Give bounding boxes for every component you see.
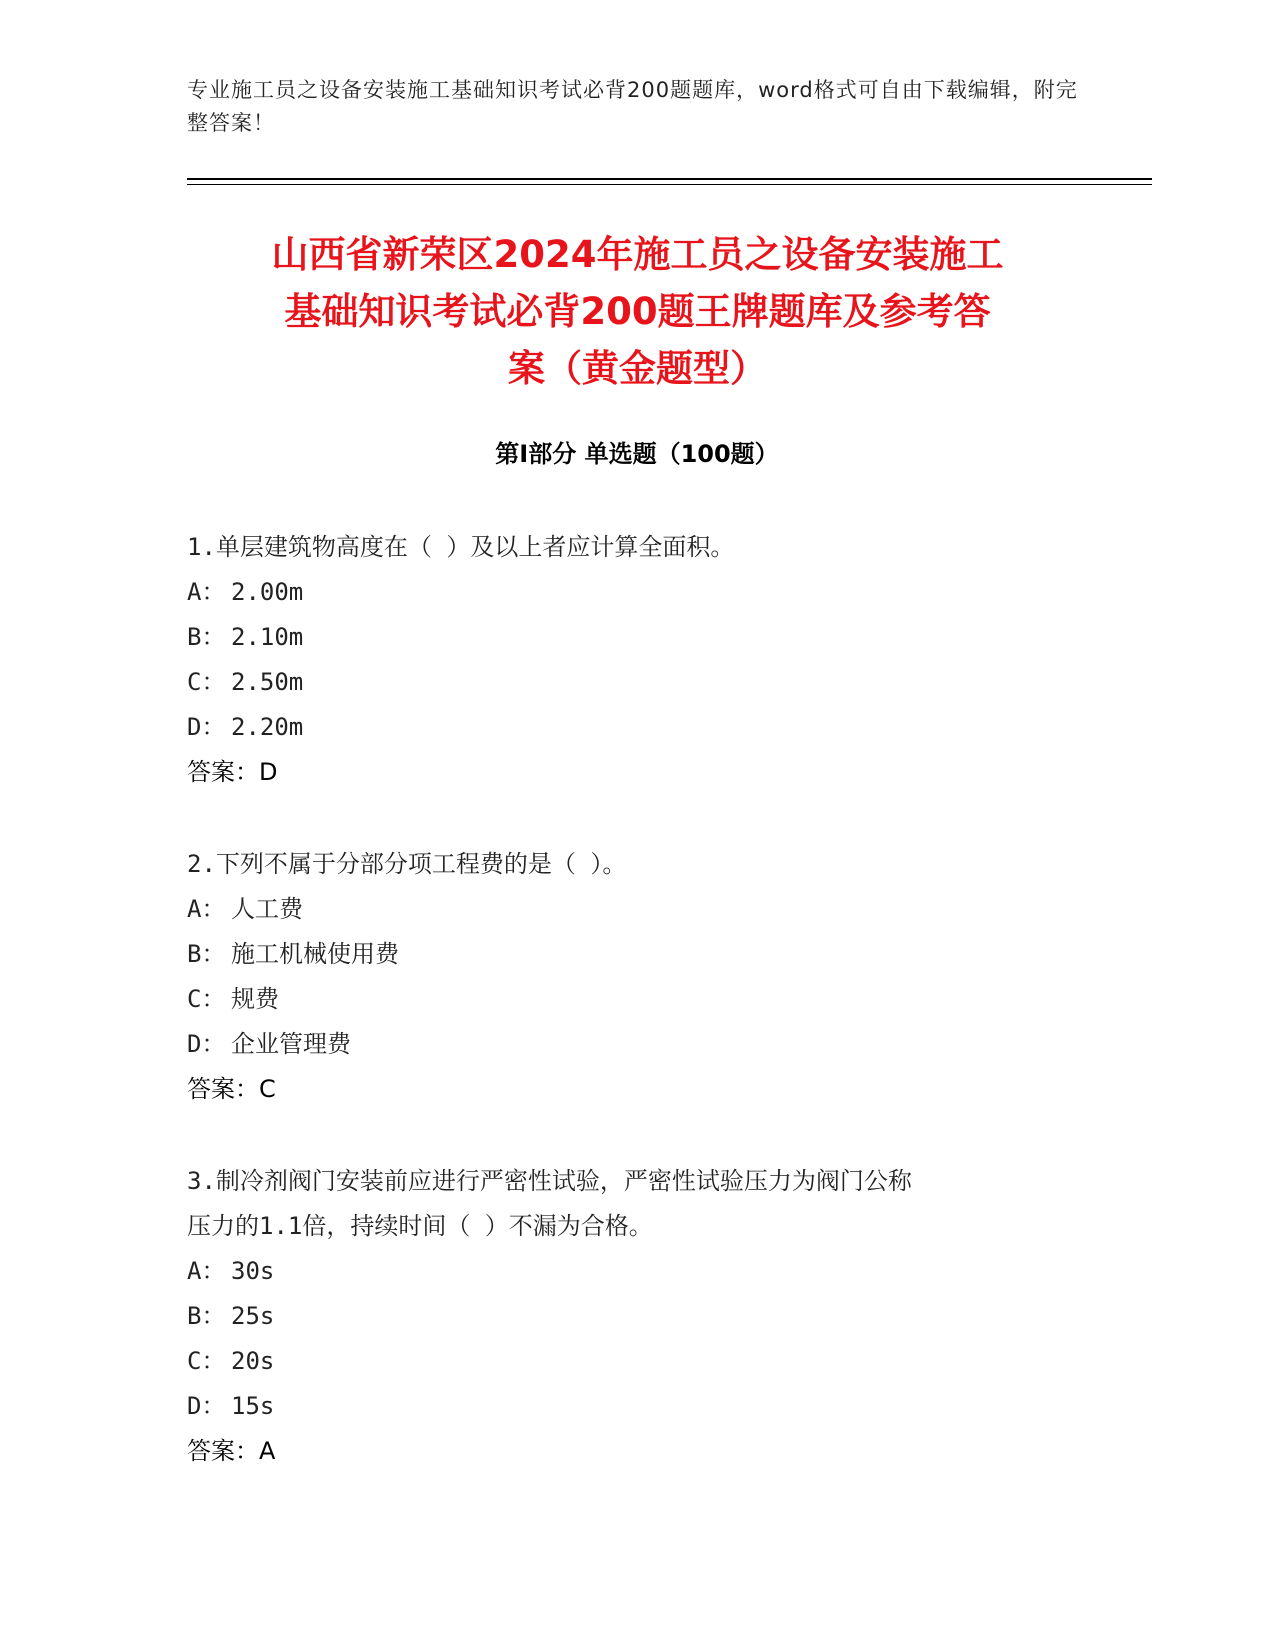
title-line-3: 案（黄金题型） xyxy=(508,347,767,390)
question-stem-line-1: 3.制冷剂阀门安装前应进行严密性试验，严密性试验压力为阀门公称 xyxy=(187,1167,912,1195)
header-divider-thin xyxy=(187,184,1152,185)
question-1 xyxy=(187,525,1087,795)
option-text: 2.50m xyxy=(231,668,304,696)
option-b xyxy=(187,932,1087,977)
option-text: 企业管理费 xyxy=(231,1030,351,1058)
section-heading: 第Ⅰ部分 单选题（100题） xyxy=(495,440,779,468)
question-stem: 2.下列不属于分部分项工程费的是（ ）。 xyxy=(187,850,627,878)
answer: 答案：C xyxy=(187,1075,276,1103)
option-letter: A： xyxy=(187,1257,226,1285)
option-d xyxy=(187,705,1087,750)
option-text: 20s xyxy=(231,1347,275,1375)
option-letter: D： xyxy=(187,713,226,741)
option-text: 2.10m xyxy=(231,623,304,651)
question-3 xyxy=(187,1159,1087,1474)
option-letter: B： xyxy=(187,940,226,968)
header-note: 专业施工员之设备安装施工基础知识考试必背200题题库，word格式可自由下载编辑，附完整答案！ xyxy=(187,78,1078,135)
title-line-2: 基础知识考试必背200题王牌题库及参考答 xyxy=(284,290,991,333)
option-letter: C： xyxy=(187,668,226,696)
option-text: 30s xyxy=(231,1257,275,1285)
option-a xyxy=(187,570,1087,615)
answer: 答案：D xyxy=(187,758,278,786)
option-text: 规费 xyxy=(231,985,279,1013)
option-letter: A： xyxy=(187,895,226,923)
option-text: 25s xyxy=(231,1302,275,1330)
question-stem-line-2: 压力的1.1倍，持续时间（ ）不漏为合格。 xyxy=(187,1212,653,1240)
answer: 答案：A xyxy=(187,1437,276,1465)
option-b xyxy=(187,615,1087,660)
header-divider-thick xyxy=(187,178,1152,180)
option-d xyxy=(187,1022,1087,1067)
option-c xyxy=(187,1339,1087,1384)
option-c xyxy=(187,660,1087,705)
document-title xyxy=(180,226,1095,397)
option-letter: C： xyxy=(187,985,226,1013)
option-a xyxy=(187,887,1087,932)
option-d xyxy=(187,1384,1087,1429)
option-a xyxy=(187,1249,1087,1294)
option-text: 施工机械使用费 xyxy=(231,940,399,968)
question-stem: 1.单层建筑物高度在（ ）及以上者应计算全面积。 xyxy=(187,533,735,561)
option-text: 2.20m xyxy=(231,713,304,741)
option-letter: B： xyxy=(187,1302,226,1330)
option-letter: B： xyxy=(187,623,226,651)
question-2 xyxy=(187,842,1087,1112)
option-letter: D： xyxy=(187,1030,226,1058)
option-letter: A： xyxy=(187,578,226,606)
option-text: 15s xyxy=(231,1392,275,1420)
option-c xyxy=(187,977,1087,1022)
option-letter: C： xyxy=(187,1347,226,1375)
option-letter: D： xyxy=(187,1392,226,1420)
option-text: 人工费 xyxy=(231,895,303,923)
option-b xyxy=(187,1294,1087,1339)
title-line-1: 山西省新荣区2024年施工员之设备安装施工 xyxy=(271,233,1004,276)
option-text: 2.00m xyxy=(231,578,304,606)
